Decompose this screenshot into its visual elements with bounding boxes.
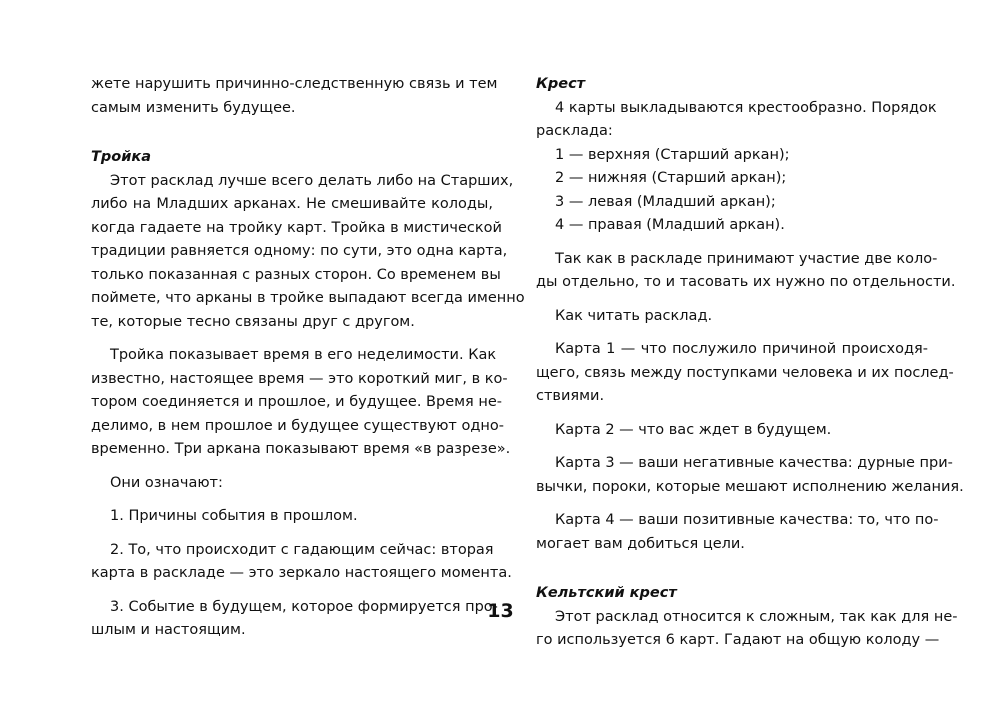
heading-celtic-cross: Кельтский крест	[536, 585, 677, 601]
list-item-1: 1. Причины события в прошлом.	[110, 508, 358, 524]
text-line: тором соединяется и прошлое, и будущее. Время не-	[91, 394, 503, 410]
list-item: 3 — левая (Младший аркан);	[555, 193, 776, 210]
text-line: Они означают:	[110, 474, 223, 491]
text-line: могает вам добиться цели.	[536, 535, 745, 552]
text-line: те, которые тесно связаны друг с другом.	[91, 313, 415, 330]
heading-troika: Тройка	[91, 149, 152, 165]
text-line: шлым и настоящим.	[91, 622, 246, 638]
text-line: Этот расклад относится к сложным, так как для не-	[555, 608, 958, 625]
list-item-3: 3. Событие в будущем, которое формируется про-	[110, 598, 498, 615]
text-line: Карта 4 — ваши позитивные качества: то, что по-	[555, 512, 939, 528]
text-line: делимо, в нем прошлое и будущее существуют одно-	[91, 417, 504, 434]
text-line: Тройка показывает время в его неделимости. Как	[110, 347, 497, 363]
text-line: когда гадаете на тройку карт. Тройка в мистической	[91, 219, 502, 236]
list-item: 1 — верхняя (Старший аркан);	[555, 146, 790, 163]
text-line: либо на Младших арканах. Не смешивайте колоды,	[91, 196, 493, 212]
text-line: известно, настоящее время — это короткий миг, в ко-	[91, 370, 508, 387]
text-line: го используется 6 карт. Гадают на общую колоду —	[536, 632, 940, 648]
text-line: Карта 2 — что вас ждет в будущем.	[555, 421, 832, 438]
text-line: Карта 1 — что послужило причиной происходя-	[555, 341, 928, 357]
text-line: жете нарушить причинно-следственную связь и тем	[91, 76, 498, 92]
text-line: 4 карты выкладываются крестообразно. Порядок	[555, 99, 937, 116]
list-item: 2 — нижняя (Старший аркан);	[555, 170, 787, 186]
page-number: 13	[487, 600, 514, 622]
text-line: ды отдельно, то и тасовать их нужно по отдельности.	[536, 274, 956, 290]
text-line: вычки, пороки, которые мешают исполнению желания.	[536, 478, 964, 495]
heading-krest: Крест	[536, 76, 586, 92]
text-line: традиции равняется одному: по сути, это одна карта,	[91, 243, 508, 259]
text-line: щего, связь между поступками человека и их послед-	[536, 364, 954, 381]
text-line: Так как в раскладе принимают участие две коло-	[555, 250, 938, 267]
text-line: поймете, что арканы в тройке выпадают всегда именно	[91, 290, 525, 306]
text-line: карта в раскладе — это зеркало настоящего момента.	[91, 565, 512, 581]
text-line: временно. Три аркана показывают время «в разрезе».	[91, 441, 511, 457]
list-item: 4 — правая (Младший аркан).	[555, 217, 785, 233]
text-line: расклада:	[536, 123, 613, 139]
text-line: Карта 3 — ваши негативные качества: дурные при-	[555, 455, 953, 471]
text-line: Этот расклад лучше всего делать либо на Старших,	[110, 172, 514, 189]
text-line: только показанная с разных сторон. Со временем вы	[91, 266, 501, 283]
text-line: Как читать расклад.	[555, 307, 713, 324]
text-line: ствиями.	[536, 388, 605, 404]
list-item-2: 2. То, что происходит с гадающим сейчас: вторая	[110, 541, 494, 558]
right-column	[536, 73, 964, 653]
text-line: самым изменить будущее.	[91, 99, 296, 116]
